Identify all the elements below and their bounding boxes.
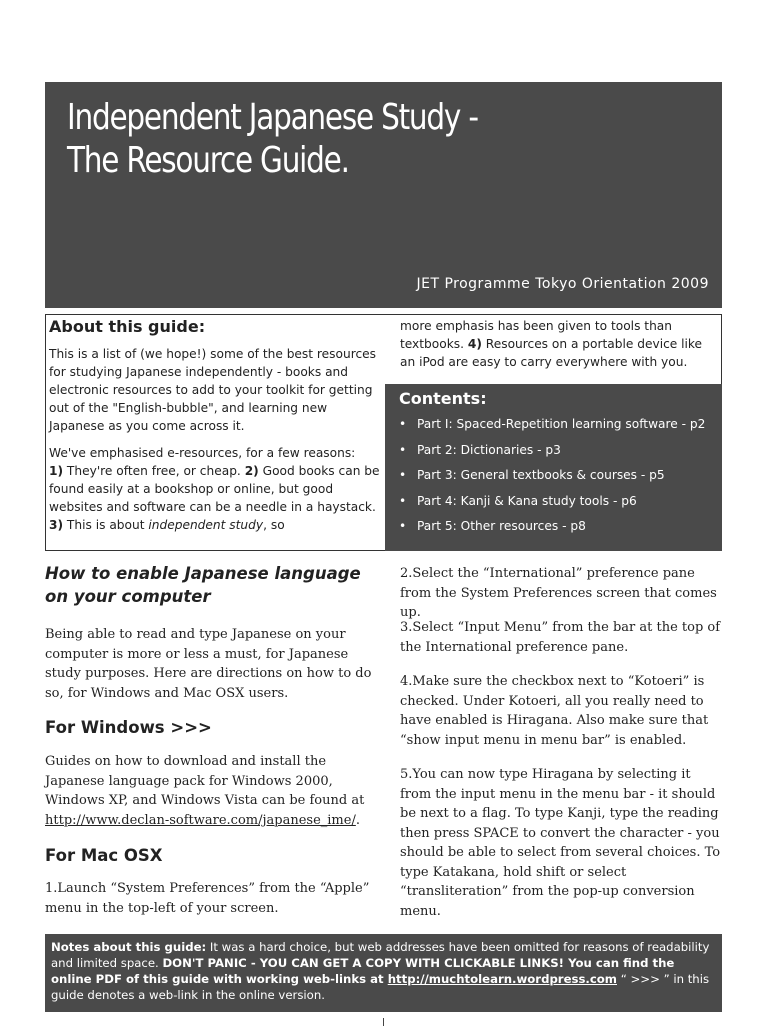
about-box [45,314,386,551]
section-heading-enable-japanese: How to enable Japanese language on your computer [45,564,361,606]
windows-heading: For Windows >>> [45,718,212,737]
contents-item: • Part I: Spaced-Repetition learning software - p2 [417,412,705,438]
page-mark [383,1018,384,1026]
mac-heading: For Mac OSX [45,846,163,865]
mac-step-2: 2.Select the “International” preference pane from the System Preferences screen that comes up. [400,566,717,620]
blog-link[interactable]: http://muchtolearn.wordpress.com [387,972,617,986]
mac-step-4: 4.Make sure the checkbox next to “Kotoeri” is checked. Under Kotoeri, all you really need to have enabled is Hiragana. Also make sure that “show input menu in menu bar” is enabled. [400,674,709,748]
contents-item: • Part 4: Kanji & Kana study tools - p6 [417,489,705,515]
contents-item: • Part 3: General textbooks & courses - p5 [417,463,705,489]
page-subtitle: JET Programme Tokyo Orientation 2009 [416,276,709,292]
page-title [67,96,592,182]
mac-step-5: 5.You can now type Hiragana by selecting it from the input menu in the menu bar - it should be next to a flag. To type Kanji, type the reading then press SPACE to convert the character - you should be able to select from several choices. To type Katakana, hold shift or select “transliteration” from the pop-up conversion menu. [400,767,721,919]
contents-heading: Contents: [399,389,487,408]
about-box-bottom-rule [45,550,386,551]
about-paragraph-1: This is a list of (we hope!) some of the best resources for studying Japanese independently - books and electronic resources to add to your toolkit for getting out of the "English-bubble", and learning new Japanese as you come across it. [49,347,376,433]
about-heading: About this guide: [49,317,206,336]
contents-list [385,412,705,540]
title-line-2: The Resource Guide. [67,140,349,181]
intro-paragraph: Being able to read and type Japanese on your computer is more or less a must, for Japanese study purposes. Here are directions on how to do so, for Windows and Mac OSX users. [45,627,372,701]
declan-software-link[interactable]: http://www.declan-software.com/japanese_ime/ [45,812,356,828]
notes-box: Notes about this guide: It was a hard choice, but web addresses have been omitted for reasons of readability and limited space. DON'T PANIC - YOU CAN GET A COPY WITH CLICKABLE LINKS! You can find the online PDF of this guide with working web-links at http://muchtolearn.wordpress.com “ >>> ” in this guide denotes a web-link in the online version. [45,934,722,1012]
contents-item: • Part 2: Dictionaries - p3 [417,438,705,464]
windows-paragraph: Guides on how to download and install the Japanese language pack for Windows 2000, Windows XP, and Windows Vista can be found at http://www.declan-software.com/japanese_ime/. [45,754,365,828]
title-line-1: Independent Japanese Study - [67,97,478,138]
mac-step-1: 1.Launch “System Preferences” from the “Apple” menu in the top-left of your screen. [45,881,370,916]
about-continuation: more emphasis has been given to tools than textbooks. 4) Resources on a portable device like an iPod are easy to carry everywhere with you. [400,319,703,369]
contents-box [385,384,722,551]
about-paragraph-2: We've emphasised e-resources, for a few reasons: 1) They're often free, or cheap. 2) Good books can be found easily at a bookshop or online, but good websites and software can be a needle in a haystack. 3) This is about independent study, so [49,446,380,532]
mac-step-3: 3.Select “Input Menu” from the bar at the top of the International preference pane. [400,620,721,655]
header-banner [45,82,722,308]
contents-item: • Part 5: Other resources - p8 [417,514,705,540]
